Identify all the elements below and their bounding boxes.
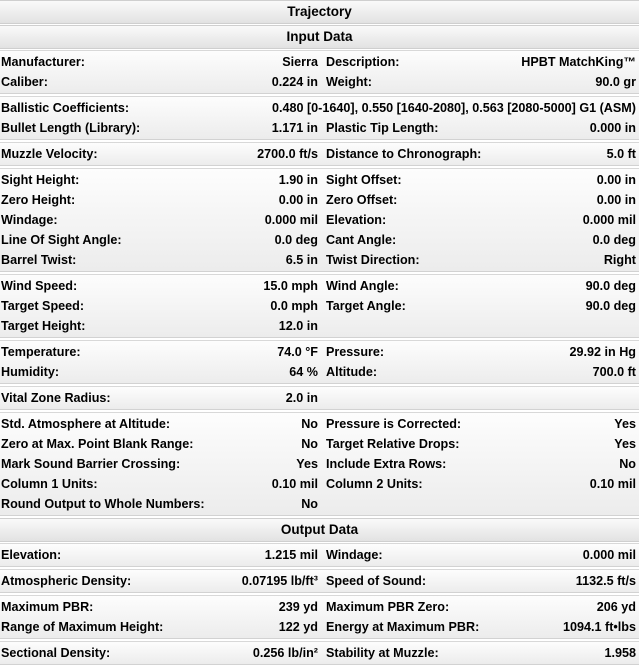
- field-value: 239 yd: [278, 600, 318, 614]
- input-group: [0, 274, 639, 338]
- table-row: [0, 414, 639, 434]
- table-row: [0, 210, 639, 230]
- field-label: Humidity:: [1, 365, 60, 379]
- field-value-2: 90.0 deg: [585, 299, 636, 313]
- table-row: [0, 276, 639, 296]
- field-label: Manufacturer:: [1, 55, 85, 69]
- output-group: [0, 595, 639, 639]
- input-data-header: Input Data: [0, 25, 639, 49]
- field-value: 1.90 in: [278, 173, 318, 187]
- field-label: Caliber:: [1, 75, 48, 89]
- field-label-2: Description:: [326, 55, 400, 69]
- field-label-2: Sight Offset:: [326, 173, 402, 187]
- field-label: Target Speed:: [1, 299, 85, 313]
- field-value-2: 29.92 in Hg: [569, 345, 636, 359]
- input-data-table: [0, 50, 639, 516]
- table-row: [0, 72, 639, 92]
- output-group: [0, 569, 639, 593]
- field-value-2: 0.000 in: [589, 121, 636, 135]
- field-value-2: No: [619, 457, 636, 471]
- table-row: [0, 296, 639, 316]
- field-value: 0.00 in: [278, 193, 318, 207]
- field-value-2: 0.10 mil: [589, 477, 636, 491]
- table-row: [0, 454, 639, 474]
- field-value: 2700.0 ft/s: [257, 147, 318, 161]
- field-value-2: HPBT MatchKing™: [521, 55, 636, 69]
- field-label-2: Zero Offset:: [326, 193, 398, 207]
- field-value-2: 1094.1 ft•lbs: [562, 620, 636, 634]
- field-label: Target Height:: [1, 319, 86, 333]
- field-value: No: [301, 437, 318, 451]
- field-label-2: Include Extra Rows:: [326, 457, 447, 471]
- field-label-2: Pressure is Corrected:: [326, 417, 462, 431]
- field-value: Yes: [296, 457, 318, 471]
- field-label: Line Of Sight Angle:: [1, 233, 122, 247]
- field-value-2: 1132.5 ft/s: [575, 574, 636, 588]
- field-value-2: 0.00 in: [596, 173, 636, 187]
- field-label-2: Speed of Sound:: [326, 574, 427, 588]
- input-group: [0, 386, 639, 410]
- output-data-table: [0, 543, 639, 665]
- field-label: Atmospheric Density:: [1, 574, 132, 588]
- field-label-2: Energy at Maximum PBR:: [326, 620, 480, 634]
- input-group: [0, 96, 639, 140]
- table-row: [0, 597, 639, 617]
- table-row: [0, 52, 639, 72]
- field-label: Sectional Density:: [1, 646, 111, 660]
- field-value-2: 1.958: [604, 646, 636, 660]
- field-label: Sight Height:: [1, 173, 80, 187]
- field-value: 6.5 in: [285, 253, 318, 267]
- table-row: [0, 474, 639, 494]
- table-row: [0, 434, 639, 454]
- output-group: [0, 543, 639, 567]
- field-value-2: 0.00 in: [596, 193, 636, 207]
- field-value: 0.256 lb/in²: [252, 646, 318, 660]
- table-row: [0, 316, 639, 336]
- field-value-2: 0.000 mil: [582, 548, 636, 562]
- field-value-2: 0.000 mil: [582, 213, 636, 227]
- field-label-2: Cant Angle:: [326, 233, 397, 247]
- field-label-2: Stability at Muzzle:: [326, 646, 439, 660]
- field-label: Temperature:: [1, 345, 81, 359]
- table-row: [0, 643, 639, 663]
- field-value: 2.0 in: [285, 391, 318, 405]
- field-label: Elevation:: [1, 548, 62, 562]
- field-value: 74.0 °F: [277, 345, 318, 359]
- field-value: No: [301, 497, 318, 511]
- field-value-2: Right: [603, 253, 636, 267]
- table-row: [0, 494, 639, 514]
- field-label: Wind Speed:: [1, 279, 78, 293]
- field-label-2: Twist Direction:: [326, 253, 420, 267]
- field-value: 0.0 deg: [274, 233, 318, 247]
- input-group: [0, 340, 639, 384]
- field-label-2: Pressure:: [326, 345, 385, 359]
- field-label-2: Target Angle:: [326, 299, 406, 313]
- field-value: 1.215 mil: [264, 548, 318, 562]
- input-group: [0, 412, 639, 516]
- field-label: Muzzle Velocity:: [1, 147, 98, 161]
- table-row: [0, 342, 639, 362]
- field-value: 0.10 mil: [271, 477, 318, 491]
- table-row: [0, 118, 639, 138]
- field-value-2: 0.0 deg: [592, 233, 636, 247]
- field-label-2: Target Relative Drops:: [326, 437, 460, 451]
- input-group: [0, 168, 639, 272]
- field-label: Windage:: [1, 213, 58, 227]
- field-value-2: 206 yd: [596, 600, 636, 614]
- field-value-2: 90.0 deg: [585, 279, 636, 293]
- field-value-2: 5.0 ft: [606, 147, 636, 161]
- field-value: No: [301, 417, 318, 431]
- field-value: 64 %: [289, 365, 318, 379]
- field-label: Maximum PBR:: [1, 600, 94, 614]
- field-label: Barrel Twist:: [1, 253, 77, 267]
- table-row: [0, 98, 639, 118]
- field-label: Zero Height:: [1, 193, 76, 207]
- field-value-2: Yes: [614, 437, 636, 451]
- table-row: [0, 230, 639, 250]
- input-group: [0, 142, 639, 166]
- field-label-2: Distance to Chronograph:: [326, 147, 482, 161]
- table-row: [0, 144, 639, 164]
- field-label: Mark Sound Barrier Crossing:: [1, 457, 181, 471]
- field-label: Column 1 Units:: [1, 477, 98, 491]
- field-label: Bullet Length (Library):: [1, 121, 141, 135]
- table-row: [0, 545, 639, 565]
- field-label: Std. Atmosphere at Altitude:: [1, 417, 171, 431]
- output-group: [0, 641, 639, 665]
- field-value: 1.171 in: [271, 121, 318, 135]
- field-value-2: 90.0 gr: [595, 75, 636, 89]
- page-title: Trajectory: [0, 0, 639, 24]
- field-label-2: Column 2 Units:: [326, 477, 423, 491]
- field-label-2: Windage:: [326, 548, 383, 562]
- field-value: 0.000 mil: [264, 213, 318, 227]
- field-label-2: Altitude:: [326, 365, 378, 379]
- table-row: [0, 250, 639, 270]
- field-label-2: Wind Angle:: [326, 279, 399, 293]
- field-value: 0.07195 lb/ft³: [241, 574, 318, 588]
- field-value: 12.0 in: [278, 319, 318, 333]
- field-label: Round Output to Whole Numbers:: [1, 497, 205, 511]
- field-value: 0.0 mph: [270, 299, 318, 313]
- output-data-header: Output Data: [0, 518, 639, 542]
- field-label-2: Elevation:: [326, 213, 387, 227]
- field-value: 15.0 mph: [263, 279, 318, 293]
- field-value-2: Yes: [614, 417, 636, 431]
- table-row: [0, 388, 639, 408]
- field-value: 0.224 in: [271, 75, 318, 89]
- field-value: 122 yd: [278, 620, 318, 634]
- field-value-2: 700.0 ft: [592, 365, 636, 379]
- field-label: Range of Maximum Height:: [1, 620, 164, 634]
- field-value: 0.480 [0-1640], 0.550 [1640-2080], 0.563 [2080-5000] G1 (ASM): [271, 101, 636, 115]
- field-label: Ballistic Coefficients:: [1, 101, 130, 115]
- field-label-2: Maximum PBR Zero:: [326, 600, 450, 614]
- table-row: [0, 170, 639, 190]
- table-row: [0, 190, 639, 210]
- table-row: [0, 362, 639, 382]
- table-row: [0, 617, 639, 637]
- input-group: [0, 50, 639, 94]
- table-row: [0, 571, 639, 591]
- field-label: Zero at Max. Point Blank Range:: [1, 437, 194, 451]
- field-value: Sierra: [282, 55, 318, 69]
- field-label: Vital Zone Radius:: [1, 391, 111, 405]
- field-label-2: Plastic Tip Length:: [326, 121, 439, 135]
- field-label-2: Weight:: [326, 75, 372, 89]
